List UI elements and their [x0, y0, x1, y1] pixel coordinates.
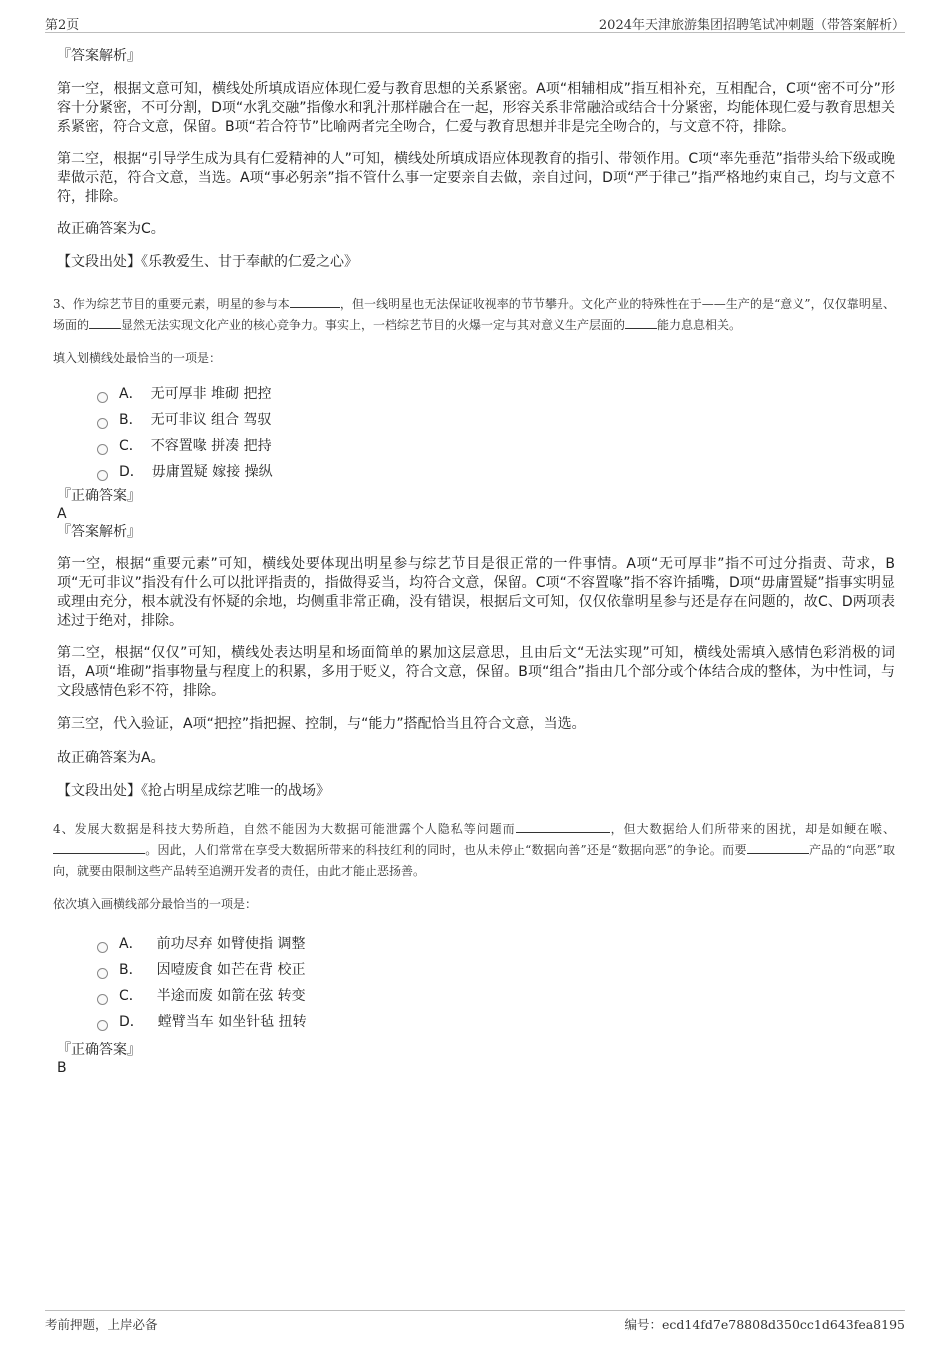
analysis-paragraph: 第一空，根据文意可知，横线处所填成语应体现仁爱与教育思想的关系紧密。A项“相辅相成”指互相补充，互相配合，C项“密不可分”形容十分紧密，不可分割，D项“水乳交融”指像水和乳汁那样融合在一起，形容关系非常融洽或结合十分紧密，均能体现仁爱与教育思想关系紧密，符合文意，保留。B项“若合符节”比喻两者完全吻合，仁爱与教育思想并非是完全吻合的，与文意不符，排除。 [57, 81, 895, 135]
conclusion: 故正确答案为A。 [57, 750, 165, 766]
radio-button-icon[interactable] [97, 1020, 108, 1031]
document-title: 2024年天津旅游集团招聘笔试冲刺题（带答案解析） [598, 18, 905, 33]
source-citation: 【文段出处】《乐教爱生、甘于奉献的仁爱之心》 [57, 254, 358, 270]
option-d[interactable]: D． 毋庸置疑 嫁接 操纵 [97, 459, 895, 485]
correct-answer-label: 『正确答案』 [57, 1042, 141, 1058]
option-d[interactable]: D． 螳臂当车 如坐针毡 扭转 [97, 1009, 895, 1035]
radio-button-icon[interactable] [97, 942, 108, 953]
analysis-label: 『答案解析』 [57, 48, 141, 64]
radio-button-icon[interactable] [97, 994, 108, 1005]
page-number: 第2页 [45, 18, 80, 33]
radio-button-icon[interactable] [97, 444, 108, 455]
analysis-paragraph: 第二空，根据“引导学生成为具有仁爱精神的人”可知，横线处所填成语应体现教育的指引、带领作用。C项“率先垂范”指带头给下级或晚辈做示范，符合文意，当选。A项“事必躬亲”指不管什么事一定要亲自去做，亲自过问，D项“严于律己”指严格地约束自己，均与文意不符，排除。 [57, 151, 895, 205]
radio-button-icon[interactable] [97, 968, 108, 979]
option-b[interactable]: B． 无可非议 组合 驾驭 [97, 407, 895, 433]
question-3-options [97, 381, 895, 485]
blank-line [625, 315, 657, 329]
correct-answer: A [57, 506, 67, 522]
question-4-stem: 4、发展大数据是科技大势所趋，自然不能因为大数据可能泄露个人隐私等问题而 ，但大数据给人们所带来的困扰，却是如鲠在喉、。因此，人们常常在享受大数据所带来的科技红利的同时，也从未停止“数据向善”还是“数据向恶”的争论。而要 产品的“向恶”取向，就要由限制这些产品转至追溯开发者的责任，由此才能止恶扬善。 [53, 819, 895, 882]
conclusion: 故正确答案为C。 [57, 221, 165, 237]
blank-line [516, 819, 610, 833]
blank-line [747, 840, 809, 854]
blank-line [290, 294, 340, 308]
page-header [45, 10, 905, 33]
page-footer [45, 1310, 905, 1335]
radio-button-icon[interactable] [97, 470, 108, 481]
footer-slogan: 考前押题，上岸必备 [45, 1317, 158, 1332]
radio-button-icon[interactable] [97, 418, 108, 429]
analysis-label: 『答案解析』 [57, 524, 141, 540]
question-4-options [97, 931, 895, 1035]
blank-line [89, 315, 121, 329]
option-b[interactable]: B． 因噎废食 如芒在背 校正 [97, 957, 895, 983]
analysis-paragraph: 第二空，根据“仅仅”可知，横线处表达明星和场面简单的累加这层意思，且由后文“无法实现”可知，横线处需填入感情色彩消极的词语，A项“堆砌”指事物量与程度上的积累，多用于贬义，符合文意，保留。B项“组合”指由几个部分或个体结合成的整体，为中性词，与文段感情色彩不符，排除。 [57, 645, 895, 699]
option-c[interactable]: C． 半途而废 如箭在弦 转变 [97, 983, 895, 1009]
correct-answer-label: 『正确答案』 [57, 488, 141, 504]
option-a[interactable]: A． 前功尽弃 如臂使指 调整 [97, 931, 895, 957]
document-id: 编号：ecd14fd7e78808d350cc1d643fea8195 [624, 1317, 905, 1332]
question-3-prompt: 填入划横线处最恰当的一项是： [53, 351, 222, 365]
blank-line [53, 840, 145, 854]
source-citation: 【文段出处】《抢占明星成综艺唯一的战场》 [57, 783, 330, 799]
option-c[interactable]: C． 不容置喙 拼凑 把持 [97, 433, 895, 459]
option-a[interactable]: A． 无可厚非 堆砌 把控 [97, 381, 895, 407]
analysis-paragraph: 第三空，代入验证，A项“把控”指把握、控制，与“能力”搭配恰当且符合文意，当选。 [57, 716, 586, 732]
radio-button-icon[interactable] [97, 392, 108, 403]
question-3-stem: 3、作为综艺节目的重要元素，明星的参与本 ，但一线明星也无法保证收视率的节节攀升。文化产业的特殊性在于——生产的是“意义”，仅仅靠明星、场面的 显然无法实现文化产业的核心竞争力。事实上，一档综艺节目的火爆一定与其对意义生产层面的 能力息息相关。 [53, 294, 895, 336]
correct-answer: B [57, 1060, 67, 1076]
main-content [53, 46, 895, 1077]
analysis-paragraph: 第一空，根据“重要元素”可知，横线处要体现出明星参与综艺节目是很正常的一件事情。A项“无可厚非”指不可过分指责、苛求，B项“无可非议”指没有什么可以批评指责的，指做得妥当，均符合文意，保留。C项“不容置喙”指不容许插嘴，D项“毋庸置疑”指事实明显或理由充分，根本就没有怀疑的余地，均侧重非常正确，没有错误，根据后文可知，仅仅依靠明星参与还是存在问题的，故C、D两项表述过于绝对，排除。 [57, 556, 895, 629]
question-4-prompt: 依次填入画横线部分最恰当的一项是： [53, 897, 258, 911]
